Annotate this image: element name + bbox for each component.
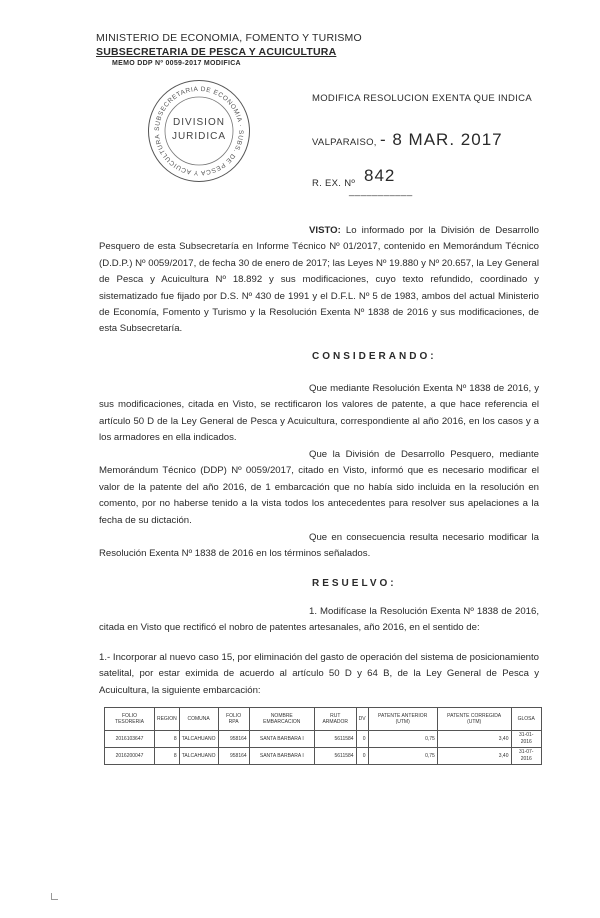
cell-glosa: 31-07-2016 xyxy=(511,748,542,765)
resuelvo-paragraph-2 xyxy=(99,650,539,699)
cell-dv: 0 xyxy=(356,748,368,765)
cell-dv: 0 xyxy=(356,731,368,748)
division-stamp xyxy=(148,80,250,182)
visto-label: VISTO: xyxy=(309,225,341,236)
resuelvo-heading: RESUELVO: xyxy=(312,578,397,589)
cell-region: 8 xyxy=(154,731,179,748)
header-patente-anterior: PATENTE ANTERIOR (UTM) xyxy=(368,708,437,731)
stamp-line-juridica: JURIDICA xyxy=(171,131,227,142)
cell-patente-anterior: 0,75 xyxy=(368,731,437,748)
considerando-text-2: Que la División de Desarrollo Pesquero, mediante Memorándum Técnico (DDP) Nº 0059/2017, citado en Visto, informó que es necesario modificar el valor de la patente del año 2016, de 1 embarcación que no había sido incluida en la resolución en comento, por no haberse tenido a la vista todos los antecedentes para resolver sus apelaciones a la fecha de su dictación. xyxy=(99,449,539,526)
cell-nombre-embarcacion: SANTA BARBARA I xyxy=(249,731,314,748)
page-corner-mark xyxy=(51,893,58,900)
header-patente-corregida: PATENTE CORREGIDA (UTM) xyxy=(437,708,511,731)
header-folio-tesoreria: FOLIO TESORERIA xyxy=(105,708,155,731)
cell-glosa: 31-01-2016 xyxy=(511,731,542,748)
stamp-line-division: DIVISION xyxy=(173,117,225,128)
resuelvo-paragraph-1 xyxy=(99,604,539,637)
header-nombre-embarcacion: NOMBRE EMBARCACION xyxy=(249,708,314,731)
cell-folio-rpa: 958164 xyxy=(218,748,249,765)
considerando-paragraph-2 xyxy=(99,447,539,529)
resuelvo-text-1: 1. Modifícase la Resolución Exenta Nº 1838 de 2016, citada en Visto que rectificó el nobro de patentes artesanales, año 2016, en el sentido de: xyxy=(99,606,539,634)
cell-comuna: TALCAHUANO xyxy=(179,748,218,765)
header-dv: DV xyxy=(356,708,368,731)
cell-folio-tesoreria: 2016200047 xyxy=(105,748,155,765)
cell-patente-corregida: 3,40 xyxy=(437,748,511,765)
cell-nombre-embarcacion: SANTA BARBARA I xyxy=(249,748,314,765)
resuelvo-text-2: 1.- Incorporar al nuevo caso 15, por eliminación del gasto de operación del sistema de posicionamiento satelital, por estar eximida de acuerdo al artículo 50 D y 64 B, de la Ley General de Pesca y Acuicultura, la siguiente embarcación: xyxy=(99,652,539,696)
embarcacion-table xyxy=(104,707,542,765)
resolution-title: MODIFICA RESOLUCION EXENTA QUE INDICA xyxy=(312,93,532,104)
memo-reference: MEMO DDP Nº 0059-2017 MODIFICA xyxy=(112,60,241,67)
header-rut-armador: RUT ARMADOR xyxy=(314,708,356,731)
resolution-date-stamp: - 8 MAR. 2017 xyxy=(380,130,503,149)
visto-text: Lo informado por la División de Desarrollo Pesquero de esta Subsecretaría en Informe Técnico Nº 01/2017, contenido en Memorándum Técnico (D.D.P.) Nº 0059/2017, de fecha 30 de enero de 2017; las Leyes Nº 19.880 y Nº 20.657, la Ley General de Pesca y Acuicultura Nº 18.892 y sus modificaciones, cuyo texto refundido, coordinado y sistematizado fue fijado por D.S. Nº 430 de 1991 y el D.F.L. Nº 5 de 1983, ambos del actual Ministerio de Economía, Fomento y Turismo y la Resolución Exenta Nº 1838 de 2016 y sus modificaciones, de esta Subsecretaría. xyxy=(99,225,539,335)
resolution-place: VALPARAISO, xyxy=(312,137,377,148)
cell-folio-tesoreria: 2016103647 xyxy=(105,731,155,748)
table-row xyxy=(105,731,542,748)
cell-patente-anterior: 0,75 xyxy=(368,748,437,765)
considerando-paragraph-1 xyxy=(99,381,539,447)
considerando-paragraph-3 xyxy=(99,530,539,563)
header-comuna: COMUNA xyxy=(179,708,218,731)
cell-comuna: TALCAHUANO xyxy=(179,731,218,748)
cell-rut-armador: 5611584 xyxy=(314,731,356,748)
resolution-number-label: R. EX. Nº xyxy=(312,178,356,189)
considerando-heading: CONSIDERANDO: xyxy=(312,351,437,362)
svg-text:SUBSECRETARIA DE ECONOMIA · SU: SUBSECRETARIA DE ECONOMIA · SUBS. DE PESCA Y ACUICULTURA xyxy=(153,85,245,177)
subsecretaria-name: SUBSECRETARIA DE PESCA Y ACUICULTURA xyxy=(96,46,337,58)
resolution-number-line: ___________ xyxy=(349,186,413,197)
header-folio-rpa: FOLIO RPA xyxy=(218,708,249,731)
header-glosa: GLOSA xyxy=(511,708,542,731)
cell-region: 8 xyxy=(154,748,179,765)
visto-paragraph xyxy=(99,223,539,338)
header-region: REGION xyxy=(154,708,179,731)
cell-rut-armador: 5611584 xyxy=(314,748,356,765)
table-header-row xyxy=(105,708,542,731)
resolution-number: 842 xyxy=(364,166,396,185)
cell-folio-rpa: 958164 xyxy=(218,731,249,748)
considerando-text-3: Que en consecuencia resulta necesario modificar la Resolución Exenta Nº 1838 de 2016 en los términos señalados. xyxy=(99,532,539,560)
ministry-name: MINISTERIO DE ECONOMIA, FOMENTO Y TURISMO xyxy=(96,32,362,44)
table-row xyxy=(105,748,542,765)
cell-patente-corregida: 3,40 xyxy=(437,731,511,748)
considerando-text-1: Que mediante Resolución Exenta Nº 1838 de 2016, y sus modificaciones, citada en Visto, se rectificaron los valores de patente, a que hace referencia el artículo 50 D de la Ley General de Pesca y Acuicultura, correspondiente al año 2016, en los casos y a los armadores en ella indicados. xyxy=(99,383,539,444)
